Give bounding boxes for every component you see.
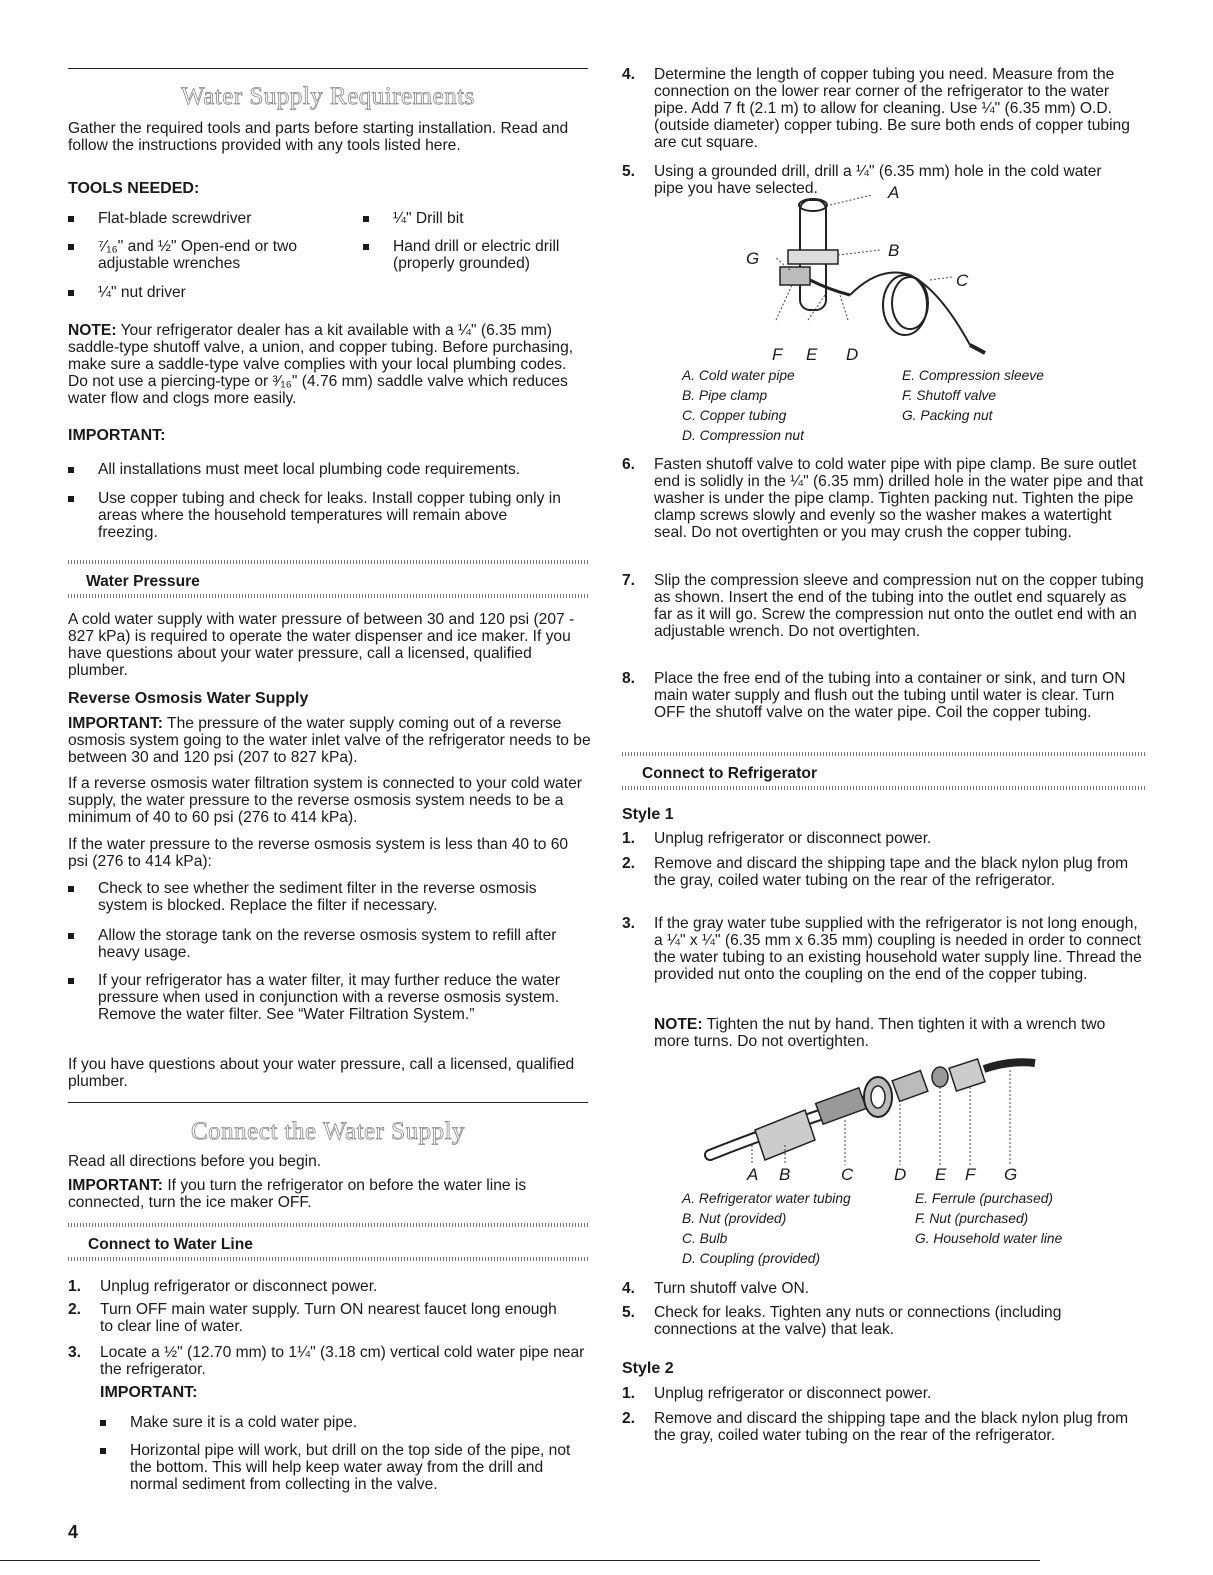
fig2-caption: G. Household water line (915, 1231, 1063, 1246)
fig2-letter-F: F (965, 1165, 976, 1184)
fig2-letter-E: E (935, 1165, 947, 1184)
fig1-letter-G: G (746, 249, 760, 268)
ro-paragraph-4: If you have questions about your water pressure, call a licensed, qualified plumber. (68, 1056, 575, 1090)
fig1-caption: B. Pipe clamp (682, 388, 768, 403)
bullet-icon (68, 216, 74, 222)
fig2-caption: F. Nut (purchased) (915, 1211, 1029, 1226)
fig1-letter-B: B (888, 241, 900, 260)
page-number: 4 (68, 1522, 79, 1542)
style2-heading: Style 2 (622, 1360, 674, 1377)
fig1-letter-E: E (806, 345, 818, 364)
bullet-icon (363, 216, 369, 222)
fig2-letter-G: G (1004, 1165, 1018, 1184)
connect-rule (68, 1102, 588, 1103)
bullet-icon (100, 1448, 106, 1454)
step3-important-heading: IMPORTANT: (100, 1384, 198, 1401)
water-supply-requirements-title: Water Supply Requirements (181, 83, 475, 110)
fig2-letter-A: A (747, 1165, 759, 1184)
style1-note: NOTE: Tighten the nut by hand. Then tighten it with a wrench two more turns. Do not overtighten. (654, 1016, 1106, 1050)
coupling-figure (700, 1055, 1040, 1165)
reverse-osmosis-heading: Reverse Osmosis Water Supply (68, 690, 309, 707)
water-pressure-heading: Water Pressure (86, 573, 200, 590)
style1-heading: Style 1 (622, 806, 674, 823)
fig2-letter-B: B (779, 1165, 791, 1184)
bullet-icon (68, 467, 74, 473)
fig2-caption: A. Refrigerator water tubing (682, 1191, 851, 1206)
fig2-caption: D. Coupling (provided) (682, 1251, 821, 1266)
connect-important: IMPORTANT: If you turn the refrigerator on before the water line is connected, turn the ice maker OFF. (68, 1177, 527, 1211)
bullet-icon (68, 244, 74, 250)
bullet-icon (68, 886, 74, 892)
fig2-letter-C: C (841, 1165, 854, 1184)
bullet-icon (68, 496, 74, 502)
fig1-letter-C: C (956, 271, 969, 290)
connect-water-line-heading: Connect to Water Line (88, 1236, 253, 1253)
bullet-icon (68, 978, 74, 984)
fig2-letter-D: D (894, 1165, 907, 1184)
connect-fridge-heading: Connect to Refrigerator (642, 765, 818, 782)
bottom-rule (0, 1560, 1040, 1561)
water-pressure-band (68, 560, 588, 600)
bullet-icon (363, 244, 369, 250)
tools-needed-heading: TOOLS NEEDED: (68, 180, 200, 197)
connect-water-supply-title: Connect the Water Supply (190, 1118, 466, 1145)
fig1-letter-F: F (772, 345, 783, 364)
fig2-caption: C. Bulb (682, 1231, 728, 1246)
important-heading: IMPORTANT: (68, 427, 166, 444)
fig1-caption: F. Shutoff valve (902, 388, 997, 403)
fig1-caption: E. Compression sleeve (902, 368, 1044, 383)
connect-water-line-band (68, 1223, 588, 1263)
ro-important-paragraph: IMPORTANT: The pressure of the water supply coming out of a reverse osmosis system going to the water inlet valve of the refrigerator needs to be between 30 and 120 psi (207 to 827 kPa). (68, 715, 591, 766)
ro-paragraph-3: If the water pressure to the reverse osmosis system is less than 40 to 60 psi (276 to 414 kPa): (68, 836, 569, 870)
fig1-caption: C. Copper tubing (682, 408, 787, 423)
fig2-caption: B. Nut (provided) (682, 1211, 787, 1226)
note-paragraph: NOTE: Your refrigerator dealer has a kit available with a ¼" (6.35 mm) saddle-type shutoff valve, a union, and copper tubing. Before purchasing, make sure a saddle-type valve complies with your local plumbing codes. Do not use a piercing-type or ³⁄₁₆" (4.76 mm) saddle valve which reduces water flow and clogs more easily. (68, 322, 574, 407)
fig1-caption: A. Cold water pipe (682, 368, 795, 383)
intro-paragraph: Gather the required tools and parts before starting installation. Read and follow the instructions provided with any tools listed here. (68, 120, 569, 154)
connect-intro: Read all directions before you begin. (68, 1153, 322, 1170)
fig1-caption: G. Packing nut (902, 408, 993, 423)
top-rule-left (68, 68, 588, 69)
bullet-icon (68, 933, 74, 939)
ro-paragraph-2: If a reverse osmosis water filtration system is connected to your cold water supply, the water pressure to the reverse osmosis system needs to be a minimum of 40 to 60 psi (276 to 414 kPa). (68, 775, 582, 826)
fig1-letter-D: D (846, 345, 859, 364)
water-pressure-paragraph: A cold water supply with water pressure of between 30 and 120 psi (207 - 827 kPa) is required to operate the water dispenser and ice maker. If you have questions about your water pressure, call a licensed, qualified plumber. (68, 611, 575, 679)
fig1-caption: D. Compression nut (682, 428, 804, 443)
bullet-icon (68, 290, 74, 296)
bullet-icon (100, 1420, 106, 1426)
fig1-letter-A: A (888, 183, 900, 202)
connect-fridge-band (622, 752, 1146, 792)
fig2-caption: E. Ferrule (purchased) (915, 1191, 1054, 1206)
